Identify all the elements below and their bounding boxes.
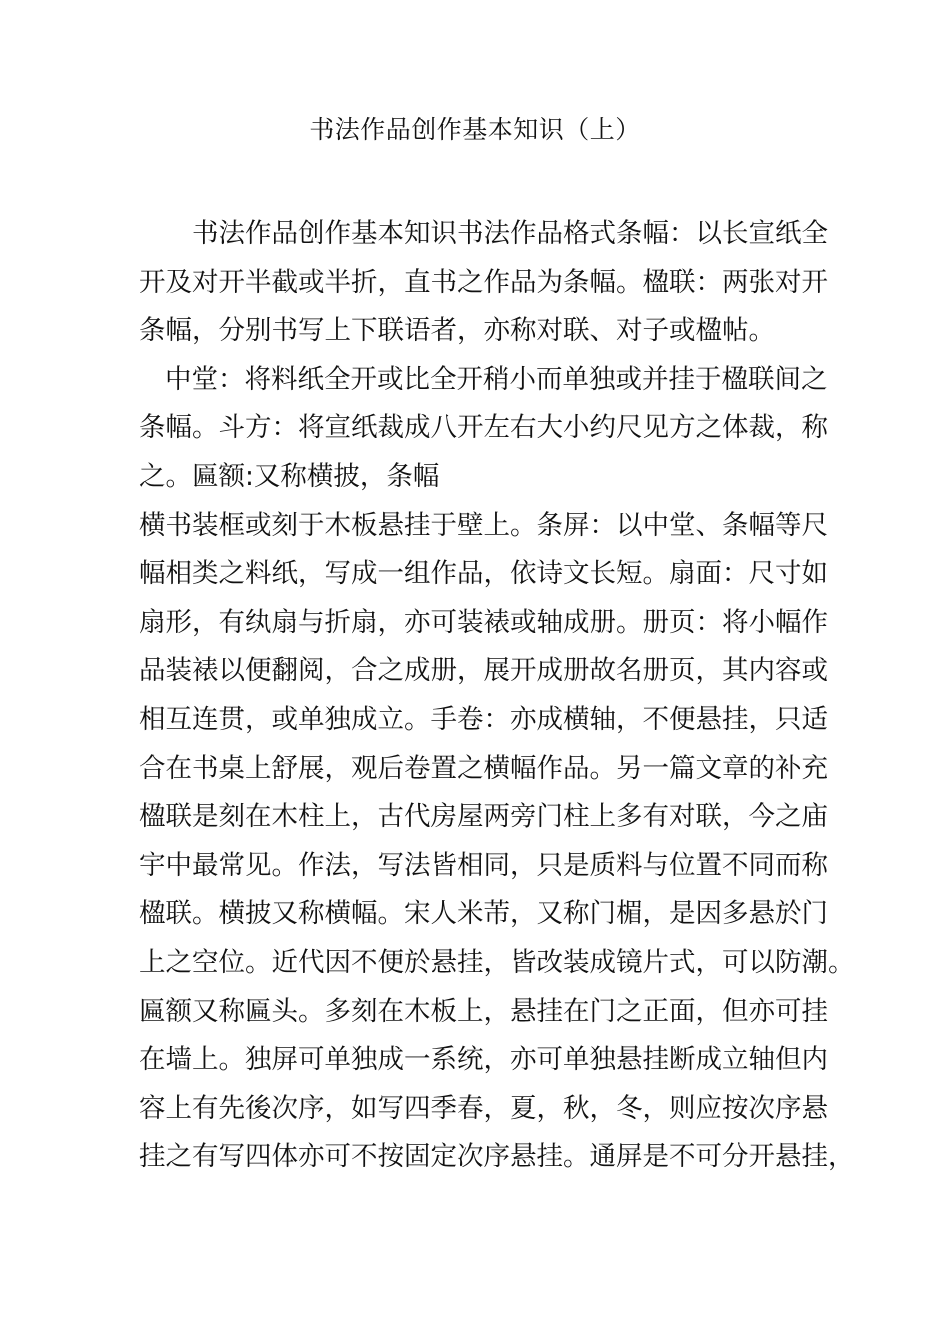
body-line: 上之空位。近代因不便於悬挂，皆改装成镜片式，可以防潮。	[139, 946, 855, 978]
body-line: 幅相类之料纸，写成一组作品，依诗文长短。扇面：尺寸如	[139, 558, 828, 590]
body-line: 条幅。斗方：将宣纸裁成八开左右大小约尺见方之体裁，称	[139, 412, 828, 444]
body-line: 匾额又称匾头。多刻在木板上，悬挂在门之正面，但亦可挂	[139, 995, 828, 1027]
body-line: 中堂：将料纸全开或比全开稍小而单独或并挂于楹联间之	[165, 363, 828, 395]
body-line: 楹联是刻在木柱上，古代房屋两旁门柱上多有对联，今之庙	[139, 801, 828, 833]
body-line: 在墙上。独屏可单独成一系统，亦可单独悬挂断成立轴但内	[139, 1044, 828, 1076]
body-line: 品装裱以便翻阅，合之成册，展开成册故名册页，其内容或	[139, 655, 828, 687]
body-line: 书法作品创作基本知识书法作品格式条幅：以长宣纸全	[192, 218, 828, 249]
body-line: 容上有先後次序，如写四季春，夏，秋，冬，则应按次序悬	[139, 1092, 828, 1124]
body-line: 宇中最常见。作法，写法皆相同，只是质料与位置不同而称	[139, 849, 828, 881]
body-line: 扇形，有纨扇与折扇，亦可装裱或轴成册。册页：将小幅作	[139, 606, 828, 638]
body-line: 横书装框或刻于木板悬挂于壁上。条屏：以中堂、条幅等尺	[139, 509, 828, 541]
body-line: 条幅，分别书写上下联语者，亦称对联、对子或楹帖。	[139, 315, 775, 347]
body-line: 合在书桌上舒展，观后卷置之横幅作品。另一篇文章的补充	[139, 752, 828, 784]
body-line: 之。匾额:又称横披，条幅	[139, 460, 440, 492]
document-title: 书法作品创作基本知识（上）	[309, 115, 641, 144]
document-body	[139, 210, 855, 1182]
body-line: 挂之有写四体亦可不按固定次序悬挂。通屏是不可分开悬挂，	[139, 1141, 855, 1173]
body-line: 相互连贯，或单独成立。手卷：亦成横轴，不便悬挂，只适	[139, 703, 828, 735]
body-line: 楹联。横披又称横幅。宋人米芾，又称门楣，是因多悬於门	[139, 898, 828, 930]
body-line: 开及对开半截或半折，直书之作品为条幅。楹联：两张对开	[139, 266, 828, 298]
